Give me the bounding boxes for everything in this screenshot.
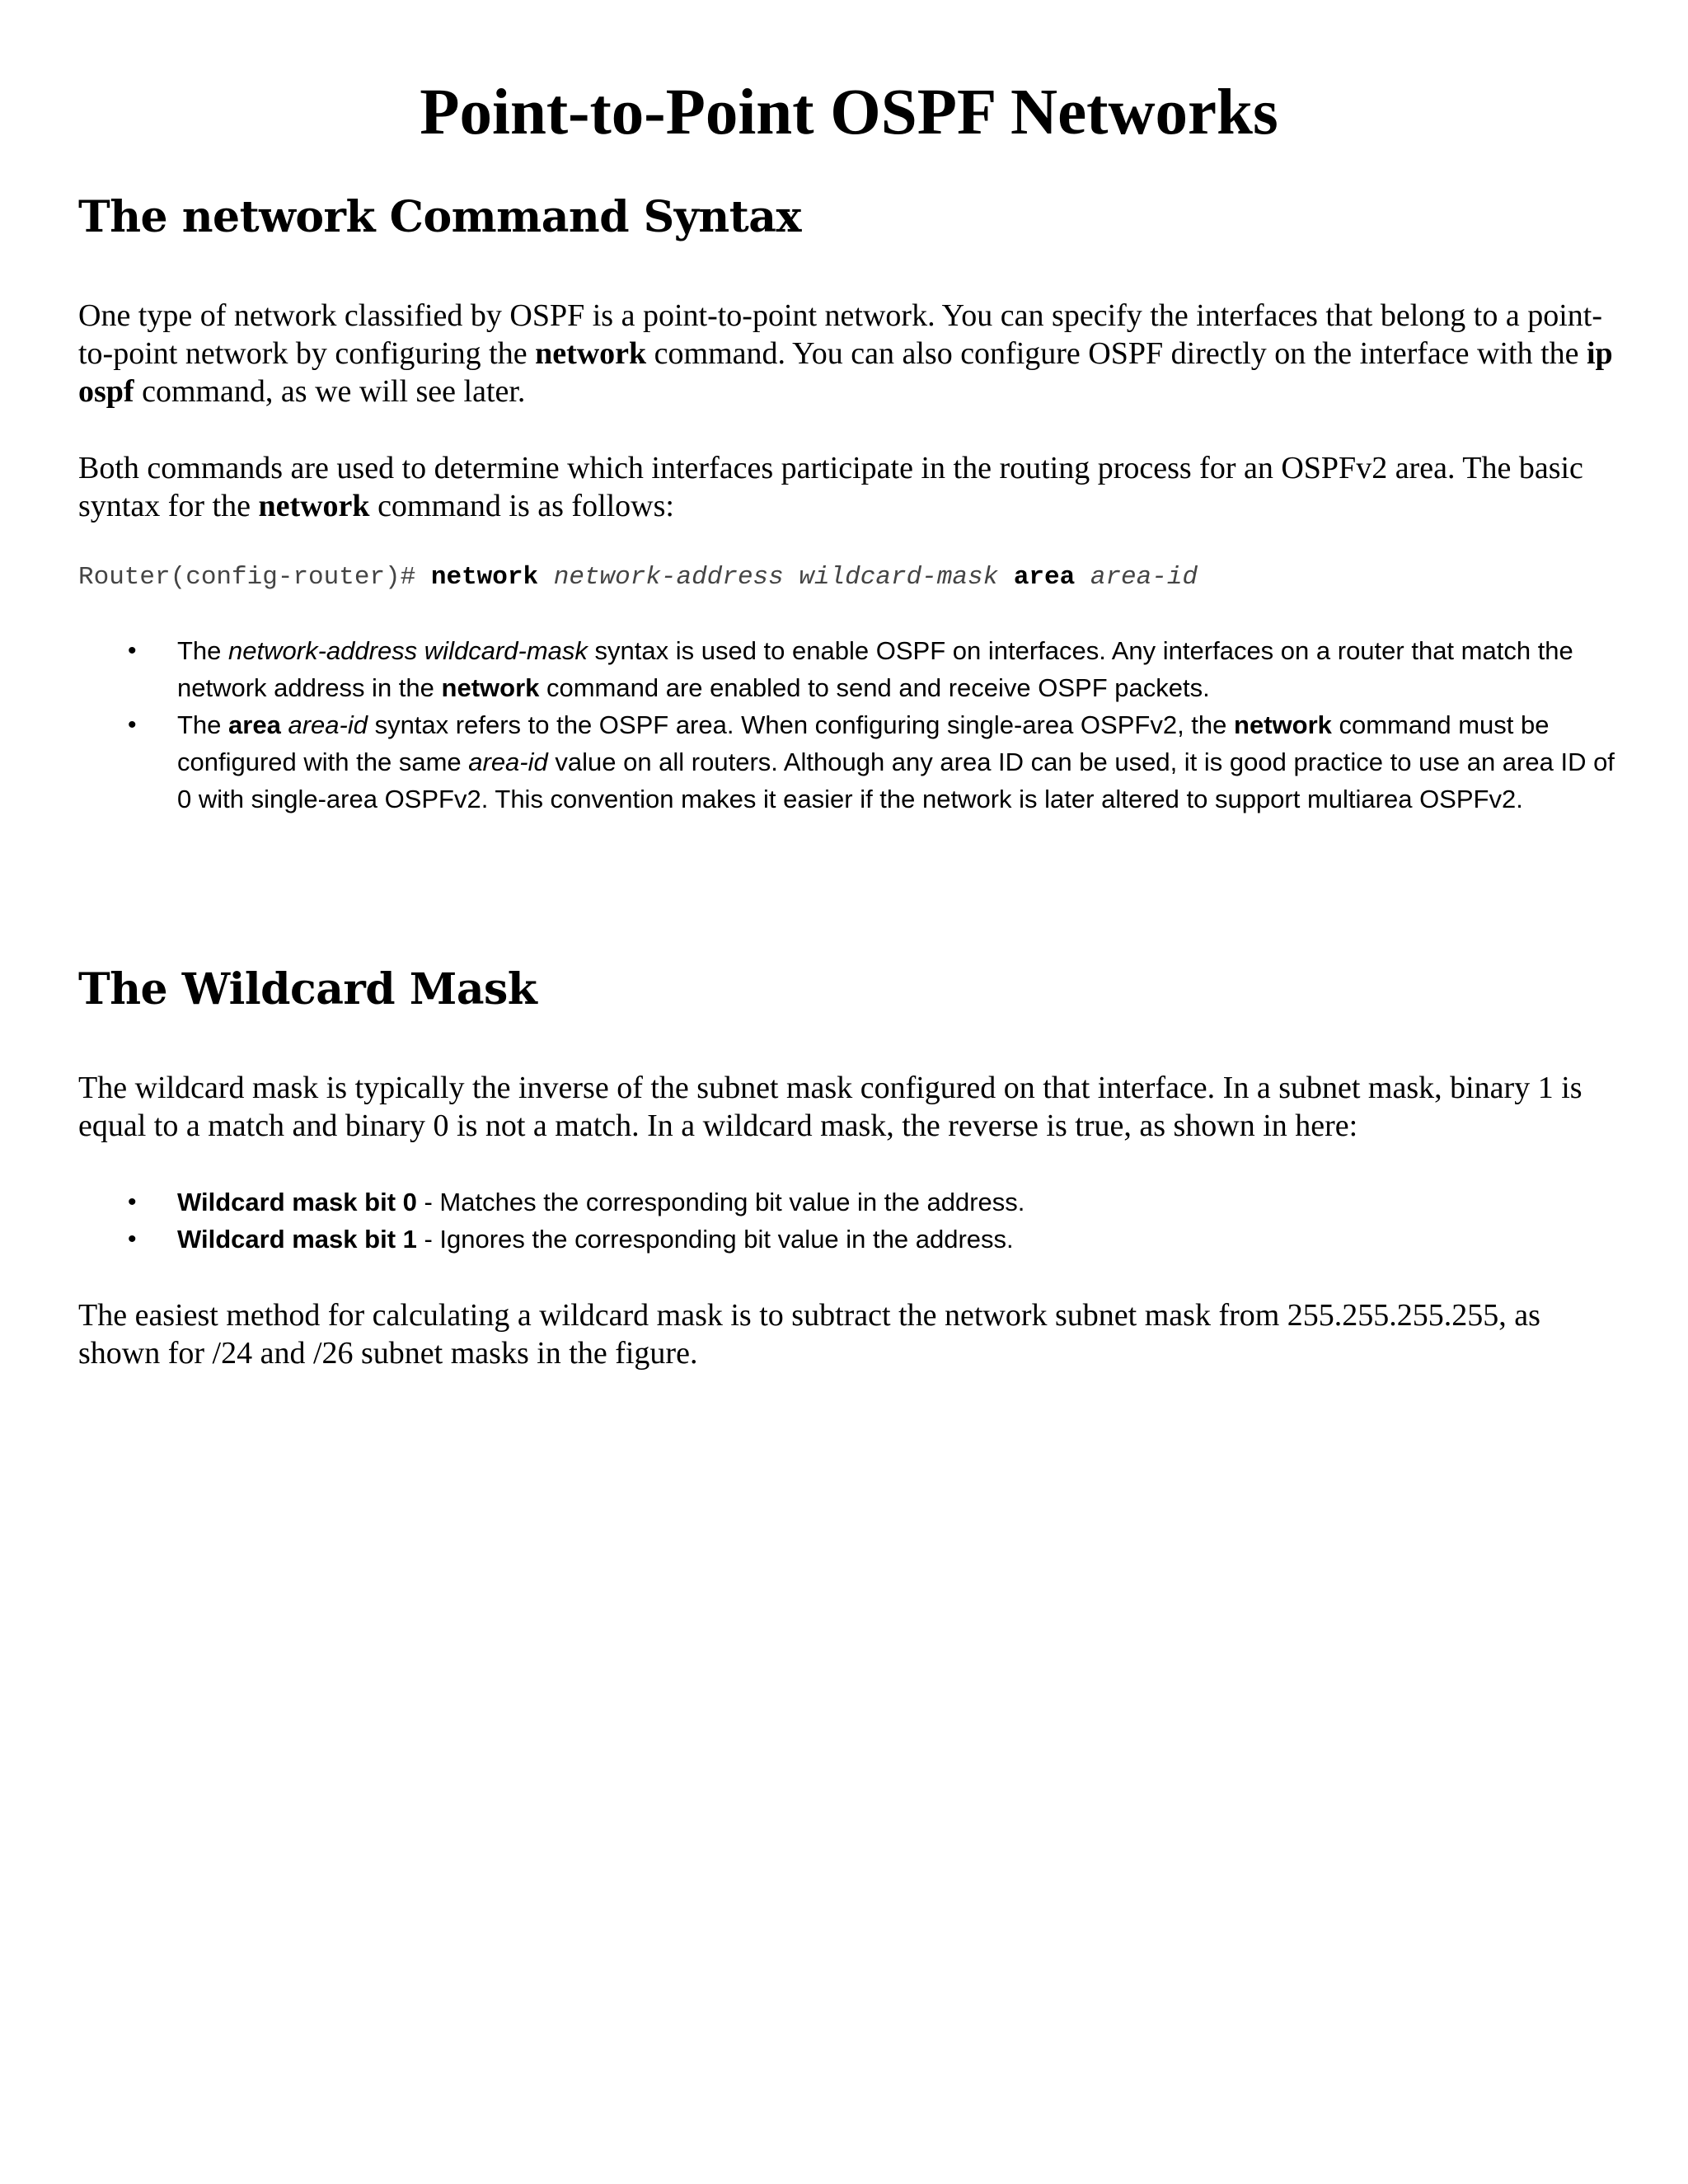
- paragraph-basic-syntax: Both commands are used to determine which interfaces participate in the routing process for an OSPFv2 area. The basic syntax for the network command is as follows:: [78, 451, 1583, 523]
- wildcard-bit-list: [128, 1183, 1620, 1258]
- list-item: • Wildcard mask bit 0 - Matches the corresponding bit value in the address.: [128, 1183, 1620, 1221]
- section-heading-wildcard-mask: The Wildcard Mask: [78, 964, 537, 1015]
- paragraph-wildcard-inverse: The wildcard mask is typically the inverse of the subnet mask configured on that interface. In a subnet mask, binary 1 is equal to a match and binary 0 is not a match. In a wildcard mask, the reverse is true, as shown in here:: [78, 1071, 1582, 1143]
- bold-ip-ospf: ip ospf: [78, 336, 1613, 409]
- paragraph-point-to-point: One type of network classified by OSPF is a point-to-point network. You can specify the interfaces that belong to a point-to-point network by configuring the network command. You can also configure OSPF directly on the interface with the ip ospf command, as we will see later.: [78, 298, 1613, 409]
- network-command-syntax: Router(config-router)# network network-address wildcard-mask area area-id: [78, 563, 1198, 592]
- bold-network: network: [258, 489, 370, 523]
- bullet-icon: •: [128, 1226, 137, 1253]
- bullet-icon: •: [128, 637, 137, 664]
- bullet-icon: •: [128, 1188, 137, 1216]
- list-item: • The area area-id syntax refers to the OSPF area. When configuring single-area OSPFv2, the network command must be configured with the same area-id value on all routers. Although any area ID can be used, it is good practice to use an area ID of 0 with single-area OSPFv2. This convention makes it easier if the network is later altered to support multiarea OSPFv2.: [128, 706, 1620, 818]
- section-heading-network-command: The network Command Syntax: [78, 192, 801, 242]
- syntax-bullet-list: [128, 632, 1620, 818]
- bold-network: network: [535, 336, 647, 371]
- page-title: Point-to-Point OSPF Networks: [420, 77, 1278, 148]
- list-item: • The network-address wildcard-mask syntax is used to enable OSPF on interfaces. Any interfaces on a router that match the network address in the network command are enabled to send and receive OSPF packets.: [128, 632, 1620, 706]
- list-item: • Wildcard mask bit 1 - Ignores the corresponding bit value in the address.: [128, 1221, 1620, 1258]
- paragraph-calculating-wildcard: The easiest method for calculating a wildcard mask is to subtract the network subnet mask from 255.255.255.255, as shown for /24 and /26 subnet masks in the figure.: [78, 1298, 1540, 1371]
- bullet-icon: •: [128, 711, 137, 738]
